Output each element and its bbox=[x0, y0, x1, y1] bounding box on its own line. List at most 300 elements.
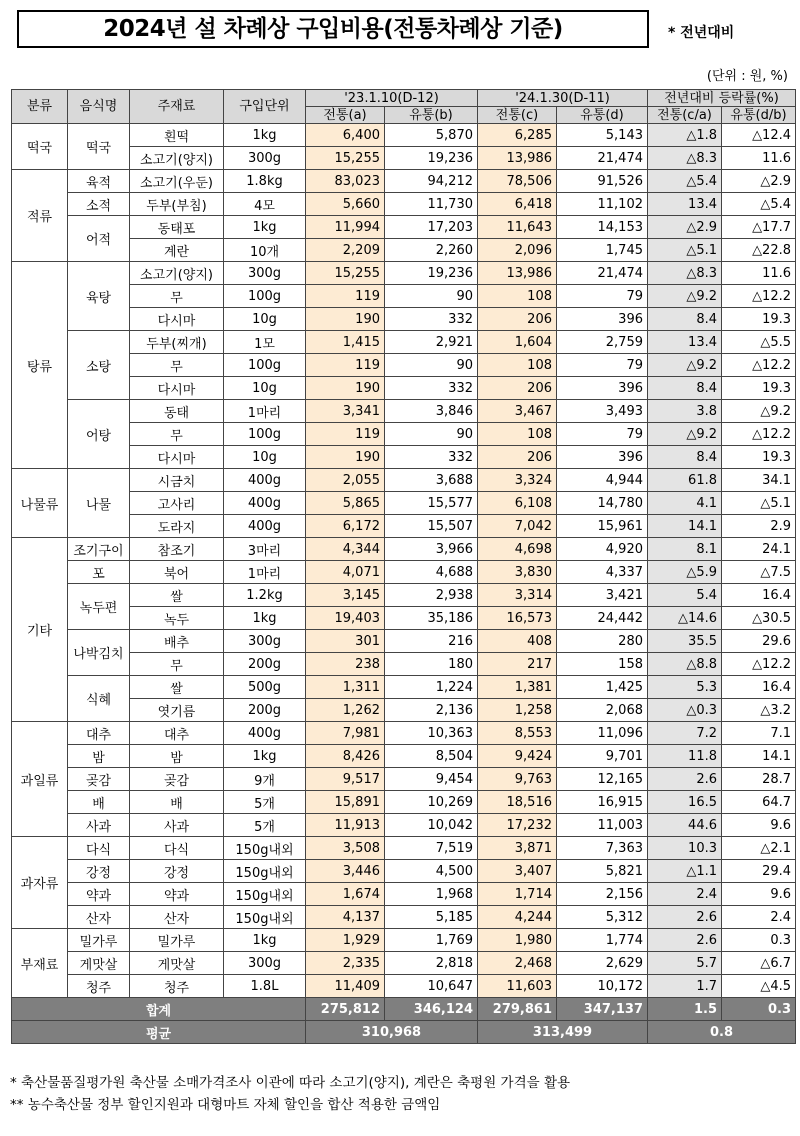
food-cell: 산자 bbox=[68, 906, 130, 929]
price-2023-dist: 15,577 bbox=[385, 492, 478, 515]
unit-cell: 100g bbox=[224, 354, 306, 377]
change-trad: 2.6 bbox=[648, 929, 722, 952]
price-2024-dist: 5,143 bbox=[557, 124, 648, 147]
change-trad: 4.1 bbox=[648, 492, 722, 515]
change-dist: △4.5 bbox=[722, 975, 796, 998]
table-row bbox=[12, 768, 796, 791]
price-2023-dist: 1,968 bbox=[385, 883, 478, 906]
ingredient-cell: 소고기(양지) bbox=[130, 262, 224, 285]
table-row bbox=[12, 446, 796, 469]
ingredient-cell: 약과 bbox=[130, 883, 224, 906]
ingredient-cell: 동태 bbox=[130, 400, 224, 423]
ingredient-cell: 배 bbox=[130, 791, 224, 814]
table-row bbox=[12, 285, 796, 308]
change-dist: 34.1 bbox=[722, 469, 796, 492]
unit-cell: 150g내외 bbox=[224, 883, 306, 906]
price-2024-dist: 2,629 bbox=[557, 952, 648, 975]
price-2024-trad: 6,418 bbox=[478, 193, 557, 216]
food-cell: 대추 bbox=[68, 722, 130, 745]
unit-cell: 500g bbox=[224, 676, 306, 699]
ingredient-cell: 무 bbox=[130, 285, 224, 308]
ingredient-cell: 다시마 bbox=[130, 308, 224, 331]
table-row bbox=[12, 860, 796, 883]
price-2024-dist: 79 bbox=[557, 285, 648, 308]
price-2024-trad: 3,871 bbox=[478, 837, 557, 860]
price-2024-trad: 6,108 bbox=[478, 492, 557, 515]
price-2024-trad: 1,714 bbox=[478, 883, 557, 906]
change-trad: △1.8 bbox=[648, 124, 722, 147]
price-2024-trad: 11,603 bbox=[478, 975, 557, 998]
unit-cell: 150g내외 bbox=[224, 906, 306, 929]
change-trad: △5.1 bbox=[648, 239, 722, 262]
price-2024-trad: 2,096 bbox=[478, 239, 557, 262]
ingredient-cell: 북어 bbox=[130, 561, 224, 584]
price-2024-dist: 4,920 bbox=[557, 538, 648, 561]
unit-cell: 100g bbox=[224, 285, 306, 308]
ingredient-cell: 동태포 bbox=[130, 216, 224, 239]
header-unit: 구입단위 bbox=[224, 90, 306, 124]
change-trad: △5.4 bbox=[648, 170, 722, 193]
change-trad: 5.7 bbox=[648, 952, 722, 975]
ingredient-cell: 소고기(우둔) bbox=[130, 170, 224, 193]
table-row bbox=[12, 216, 796, 239]
food-cell: 약과 bbox=[68, 883, 130, 906]
header-2024: '24.1.30(D-11) bbox=[478, 90, 648, 107]
total-ca: 1.5 bbox=[648, 998, 722, 1021]
food-cell: 소탕 bbox=[68, 331, 130, 400]
price-2024-dist: 158 bbox=[557, 653, 648, 676]
price-2024-trad: 408 bbox=[478, 630, 557, 653]
price-2023-dist: 332 bbox=[385, 446, 478, 469]
price-2023-dist: 10,042 bbox=[385, 814, 478, 837]
change-dist: △5.5 bbox=[722, 331, 796, 354]
change-dist: 19.3 bbox=[722, 446, 796, 469]
header-dist-d: 유통(d) bbox=[557, 107, 648, 124]
change-dist: 2.4 bbox=[722, 906, 796, 929]
price-2023-dist: 332 bbox=[385, 377, 478, 400]
price-2023-dist: 15,507 bbox=[385, 515, 478, 538]
ingredient-cell: 무 bbox=[130, 354, 224, 377]
total-c: 279,861 bbox=[478, 998, 557, 1021]
price-2023-trad: 83,023 bbox=[306, 170, 385, 193]
price-2023-trad: 7,981 bbox=[306, 722, 385, 745]
price-2024-dist: 280 bbox=[557, 630, 648, 653]
unit-cell: 1kg bbox=[224, 745, 306, 768]
unit-cell: 10개 bbox=[224, 239, 306, 262]
price-2023-trad: 8,426 bbox=[306, 745, 385, 768]
change-dist: 16.4 bbox=[722, 584, 796, 607]
table-row bbox=[12, 630, 796, 653]
price-2024-dist: 396 bbox=[557, 308, 648, 331]
price-2024-trad: 2,468 bbox=[478, 952, 557, 975]
food-cell: 포 bbox=[68, 561, 130, 584]
price-2023-dist: 94,212 bbox=[385, 170, 478, 193]
change-dist: 24.1 bbox=[722, 538, 796, 561]
price-2024-trad: 6,285 bbox=[478, 124, 557, 147]
change-trad: △2.9 bbox=[648, 216, 722, 239]
price-2024-trad: 4,244 bbox=[478, 906, 557, 929]
category-cell: 적류 bbox=[12, 170, 68, 262]
price-2024-trad: 9,424 bbox=[478, 745, 557, 768]
price-2024-trad: 3,407 bbox=[478, 860, 557, 883]
price-2023-trad: 1,929 bbox=[306, 929, 385, 952]
category-cell: 탕류 bbox=[12, 262, 68, 469]
category-cell: 떡국 bbox=[12, 124, 68, 170]
food-cell: 육탕 bbox=[68, 262, 130, 331]
unit-cell: 1모 bbox=[224, 331, 306, 354]
ingredient-cell: 곶감 bbox=[130, 768, 224, 791]
change-trad: △1.1 bbox=[648, 860, 722, 883]
average-2024: 313,499 bbox=[478, 1021, 648, 1044]
header-trad-a: 전통(a) bbox=[306, 107, 385, 124]
price-table bbox=[11, 89, 796, 1044]
header-food: 음식명 bbox=[68, 90, 130, 124]
price-2024-trad: 17,232 bbox=[478, 814, 557, 837]
average-change: 0.8 bbox=[648, 1021, 796, 1044]
price-2023-dist: 9,454 bbox=[385, 768, 478, 791]
price-2024-dist: 21,474 bbox=[557, 262, 648, 285]
price-2023-dist: 180 bbox=[385, 653, 478, 676]
price-2024-dist: 79 bbox=[557, 423, 648, 446]
food-cell: 식혜 bbox=[68, 676, 130, 722]
price-2023-trad: 2,335 bbox=[306, 952, 385, 975]
food-cell: 사과 bbox=[68, 814, 130, 837]
category-cell: 부재료 bbox=[12, 929, 68, 998]
table-row bbox=[12, 239, 796, 262]
header-category: 분류 bbox=[12, 90, 68, 124]
table-row bbox=[12, 354, 796, 377]
price-2023-dist: 3,688 bbox=[385, 469, 478, 492]
change-dist: 0.3 bbox=[722, 929, 796, 952]
change-dist: 9.6 bbox=[722, 883, 796, 906]
food-cell: 강정 bbox=[68, 860, 130, 883]
price-2023-trad: 1,415 bbox=[306, 331, 385, 354]
price-2023-dist: 332 bbox=[385, 308, 478, 331]
change-trad: 16.5 bbox=[648, 791, 722, 814]
change-trad: 5.4 bbox=[648, 584, 722, 607]
price-2024-trad: 108 bbox=[478, 285, 557, 308]
ingredient-cell: 흰떡 bbox=[130, 124, 224, 147]
table-row bbox=[12, 745, 796, 768]
food-cell: 떡국 bbox=[68, 124, 130, 170]
change-trad: 8.4 bbox=[648, 446, 722, 469]
change-trad: 7.2 bbox=[648, 722, 722, 745]
ingredient-cell: 다식 bbox=[130, 837, 224, 860]
unit-cell: 1.8L bbox=[224, 975, 306, 998]
price-2023-trad: 119 bbox=[306, 354, 385, 377]
table-row bbox=[12, 906, 796, 929]
change-trad: △8.3 bbox=[648, 262, 722, 285]
change-trad: 8.1 bbox=[648, 538, 722, 561]
change-trad: △9.2 bbox=[648, 285, 722, 308]
change-trad: 1.7 bbox=[648, 975, 722, 998]
price-2024-trad: 206 bbox=[478, 446, 557, 469]
change-dist: 7.1 bbox=[722, 722, 796, 745]
price-2024-dist: 5,312 bbox=[557, 906, 648, 929]
change-dist: 11.6 bbox=[722, 262, 796, 285]
food-cell: 다식 bbox=[68, 837, 130, 860]
total-db: 0.3 bbox=[722, 998, 796, 1021]
table-row bbox=[12, 929, 796, 952]
unit-cell: 300g bbox=[224, 147, 306, 170]
food-cell: 곶감 bbox=[68, 768, 130, 791]
price-2024-trad: 1,381 bbox=[478, 676, 557, 699]
table-row bbox=[12, 791, 796, 814]
table-row bbox=[12, 492, 796, 515]
ingredient-cell: 배추 bbox=[130, 630, 224, 653]
price-2023-dist: 90 bbox=[385, 423, 478, 446]
change-trad: 11.8 bbox=[648, 745, 722, 768]
change-trad: 44.6 bbox=[648, 814, 722, 837]
ingredient-cell: 두부(찌개) bbox=[130, 331, 224, 354]
price-2024-dist: 4,337 bbox=[557, 561, 648, 584]
ingredient-cell: 참조기 bbox=[130, 538, 224, 561]
unit-cell: 1.2kg bbox=[224, 584, 306, 607]
header-dist-b: 유통(b) bbox=[385, 107, 478, 124]
ingredient-cell: 계란 bbox=[130, 239, 224, 262]
price-2023-trad: 2,055 bbox=[306, 469, 385, 492]
price-2023-trad: 15,891 bbox=[306, 791, 385, 814]
page-title: 2024년 설 차례상 구입비용(전통차례상 기준) bbox=[17, 10, 649, 48]
food-cell: 육적 bbox=[68, 170, 130, 193]
price-2024-trad: 4,698 bbox=[478, 538, 557, 561]
table-row bbox=[12, 653, 796, 676]
price-2023-trad: 9,517 bbox=[306, 768, 385, 791]
table-row bbox=[12, 170, 796, 193]
price-2023-dist: 35,186 bbox=[385, 607, 478, 630]
unit-cell: 1kg bbox=[224, 124, 306, 147]
unit-cell: 150g내외 bbox=[224, 860, 306, 883]
food-cell: 밤 bbox=[68, 745, 130, 768]
price-2023-dist: 90 bbox=[385, 354, 478, 377]
ingredient-cell: 밤 bbox=[130, 745, 224, 768]
price-2023-trad: 11,409 bbox=[306, 975, 385, 998]
unit-cell: 5개 bbox=[224, 791, 306, 814]
price-2023-dist: 10,269 bbox=[385, 791, 478, 814]
table-row bbox=[12, 561, 796, 584]
table-row bbox=[12, 423, 796, 446]
price-2024-trad: 1,980 bbox=[478, 929, 557, 952]
table-body bbox=[12, 124, 796, 998]
table-row bbox=[12, 814, 796, 837]
price-2024-trad: 1,604 bbox=[478, 331, 557, 354]
change-trad: △9.2 bbox=[648, 423, 722, 446]
change-trad: 35.5 bbox=[648, 630, 722, 653]
change-trad: 13.4 bbox=[648, 331, 722, 354]
change-dist: 19.3 bbox=[722, 308, 796, 331]
footnote-2: ** 농수축산물 정부 할인지원과 대형마트 자체 할인을 합산 적용한 금액임 bbox=[10, 1097, 441, 1113]
table-row bbox=[12, 400, 796, 423]
price-2024-dist: 11,096 bbox=[557, 722, 648, 745]
unit-label: (단위 : 원, %) bbox=[706, 69, 788, 84]
header-ratio-db: 유통(d/b) bbox=[722, 107, 796, 124]
food-cell: 어적 bbox=[68, 216, 130, 262]
change-dist: △12.2 bbox=[722, 423, 796, 446]
comparison-note: * 전년대비 bbox=[668, 25, 735, 41]
price-2024-dist: 14,153 bbox=[557, 216, 648, 239]
change-dist: △30.5 bbox=[722, 607, 796, 630]
price-2023-trad: 6,172 bbox=[306, 515, 385, 538]
unit-cell: 1kg bbox=[224, 929, 306, 952]
price-2023-trad: 2,209 bbox=[306, 239, 385, 262]
price-2024-dist: 14,780 bbox=[557, 492, 648, 515]
table-row bbox=[12, 124, 796, 147]
price-2023-dist: 8,504 bbox=[385, 745, 478, 768]
ingredient-cell: 사과 bbox=[130, 814, 224, 837]
price-2024-trad: 9,763 bbox=[478, 768, 557, 791]
price-2023-dist: 2,136 bbox=[385, 699, 478, 722]
unit-cell: 4모 bbox=[224, 193, 306, 216]
change-dist: 29.4 bbox=[722, 860, 796, 883]
change-dist: △22.8 bbox=[722, 239, 796, 262]
table-row bbox=[12, 607, 796, 630]
price-2023-dist: 90 bbox=[385, 285, 478, 308]
table-row bbox=[12, 193, 796, 216]
price-2023-dist: 19,236 bbox=[385, 147, 478, 170]
unit-cell: 300g bbox=[224, 262, 306, 285]
ingredient-cell: 엿기름 bbox=[130, 699, 224, 722]
change-dist: △12.2 bbox=[722, 285, 796, 308]
price-2024-dist: 2,068 bbox=[557, 699, 648, 722]
footnotes bbox=[10, 1072, 570, 1116]
ingredient-cell: 다시마 bbox=[130, 446, 224, 469]
price-2024-trad: 11,643 bbox=[478, 216, 557, 239]
price-2023-dist: 4,688 bbox=[385, 561, 478, 584]
food-cell: 조기구이 bbox=[68, 538, 130, 561]
price-2024-trad: 8,553 bbox=[478, 722, 557, 745]
table-row bbox=[12, 883, 796, 906]
change-dist: 11.6 bbox=[722, 147, 796, 170]
total-b: 346,124 bbox=[385, 998, 478, 1021]
price-2024-dist: 91,526 bbox=[557, 170, 648, 193]
price-2024-dist: 396 bbox=[557, 446, 648, 469]
price-2023-dist: 1,769 bbox=[385, 929, 478, 952]
unit-cell: 10g bbox=[224, 377, 306, 400]
total-row bbox=[12, 998, 796, 1021]
price-2024-dist: 15,961 bbox=[557, 515, 648, 538]
change-trad: 2.6 bbox=[648, 768, 722, 791]
table-row bbox=[12, 952, 796, 975]
unit-cell: 9개 bbox=[224, 768, 306, 791]
header-2023: '23.1.10(D-12) bbox=[306, 90, 478, 107]
change-dist: 14.1 bbox=[722, 745, 796, 768]
price-2024-dist: 7,363 bbox=[557, 837, 648, 860]
price-2023-dist: 5,185 bbox=[385, 906, 478, 929]
total-d: 347,137 bbox=[557, 998, 648, 1021]
price-2024-trad: 206 bbox=[478, 377, 557, 400]
price-2024-dist: 2,759 bbox=[557, 331, 648, 354]
unit-cell: 400g bbox=[224, 722, 306, 745]
price-2023-trad: 4,071 bbox=[306, 561, 385, 584]
change-trad: 14.1 bbox=[648, 515, 722, 538]
unit-cell: 1마리 bbox=[224, 400, 306, 423]
table-row bbox=[12, 975, 796, 998]
unit-cell: 10g bbox=[224, 446, 306, 469]
ingredient-cell: 밀가루 bbox=[130, 929, 224, 952]
price-2023-trad: 1,674 bbox=[306, 883, 385, 906]
ingredient-cell: 두부(부침) bbox=[130, 193, 224, 216]
ingredient-cell: 청주 bbox=[130, 975, 224, 998]
price-2023-trad: 3,508 bbox=[306, 837, 385, 860]
average-label: 평균 bbox=[12, 1021, 306, 1044]
table-row bbox=[12, 699, 796, 722]
price-2023-dist: 1,224 bbox=[385, 676, 478, 699]
ingredient-cell: 대추 bbox=[130, 722, 224, 745]
table-row bbox=[12, 331, 796, 354]
change-dist: △5.4 bbox=[722, 193, 796, 216]
price-2024-dist: 10,172 bbox=[557, 975, 648, 998]
price-2024-trad: 3,830 bbox=[478, 561, 557, 584]
price-2023-trad: 238 bbox=[306, 653, 385, 676]
category-cell: 나물류 bbox=[12, 469, 68, 538]
unit-cell: 400g bbox=[224, 492, 306, 515]
food-cell: 녹두편 bbox=[68, 584, 130, 630]
price-2023-trad: 3,446 bbox=[306, 860, 385, 883]
price-2023-dist: 2,921 bbox=[385, 331, 478, 354]
unit-cell: 1.8kg bbox=[224, 170, 306, 193]
price-2023-trad: 15,255 bbox=[306, 262, 385, 285]
change-dist: 64.7 bbox=[722, 791, 796, 814]
price-2023-dist: 3,846 bbox=[385, 400, 478, 423]
change-trad: 5.3 bbox=[648, 676, 722, 699]
price-2023-dist: 2,938 bbox=[385, 584, 478, 607]
ingredient-cell: 고사리 bbox=[130, 492, 224, 515]
price-2024-dist: 5,821 bbox=[557, 860, 648, 883]
table-row bbox=[12, 584, 796, 607]
price-2024-dist: 79 bbox=[557, 354, 648, 377]
price-2023-dist: 10,363 bbox=[385, 722, 478, 745]
change-dist: 28.7 bbox=[722, 768, 796, 791]
ingredient-cell: 녹두 bbox=[130, 607, 224, 630]
table-row bbox=[12, 722, 796, 745]
price-2023-dist: 5,870 bbox=[385, 124, 478, 147]
category-cell: 과일류 bbox=[12, 722, 68, 837]
change-dist: △9.2 bbox=[722, 400, 796, 423]
price-2024-dist: 4,944 bbox=[557, 469, 648, 492]
food-cell: 나물 bbox=[68, 469, 130, 538]
table-row bbox=[12, 515, 796, 538]
ingredient-cell: 산자 bbox=[130, 906, 224, 929]
price-2023-trad: 190 bbox=[306, 446, 385, 469]
price-2024-dist: 3,493 bbox=[557, 400, 648, 423]
unit-cell: 5개 bbox=[224, 814, 306, 837]
average-row bbox=[12, 1021, 796, 1044]
change-dist: △12.4 bbox=[722, 124, 796, 147]
price-2024-dist: 1,774 bbox=[557, 929, 648, 952]
price-2023-trad: 119 bbox=[306, 423, 385, 446]
change-dist: 19.3 bbox=[722, 377, 796, 400]
price-2023-dist: 10,647 bbox=[385, 975, 478, 998]
price-2023-dist: 4,500 bbox=[385, 860, 478, 883]
change-dist: △17.7 bbox=[722, 216, 796, 239]
change-trad: △8.3 bbox=[648, 147, 722, 170]
change-dist: △12.2 bbox=[722, 653, 796, 676]
ingredient-cell: 다시마 bbox=[130, 377, 224, 400]
price-2023-dist: 2,260 bbox=[385, 239, 478, 262]
price-2024-dist: 1,425 bbox=[557, 676, 648, 699]
price-2024-trad: 13,986 bbox=[478, 262, 557, 285]
ingredient-cell: 소고기(양지) bbox=[130, 147, 224, 170]
price-2024-dist: 11,102 bbox=[557, 193, 648, 216]
change-trad: △8.8 bbox=[648, 653, 722, 676]
price-2024-trad: 217 bbox=[478, 653, 557, 676]
unit-cell: 300g bbox=[224, 630, 306, 653]
price-2024-dist: 21,474 bbox=[557, 147, 648, 170]
price-2023-dist: 17,203 bbox=[385, 216, 478, 239]
change-dist: △5.1 bbox=[722, 492, 796, 515]
price-2024-dist: 2,156 bbox=[557, 883, 648, 906]
table-row bbox=[12, 676, 796, 699]
